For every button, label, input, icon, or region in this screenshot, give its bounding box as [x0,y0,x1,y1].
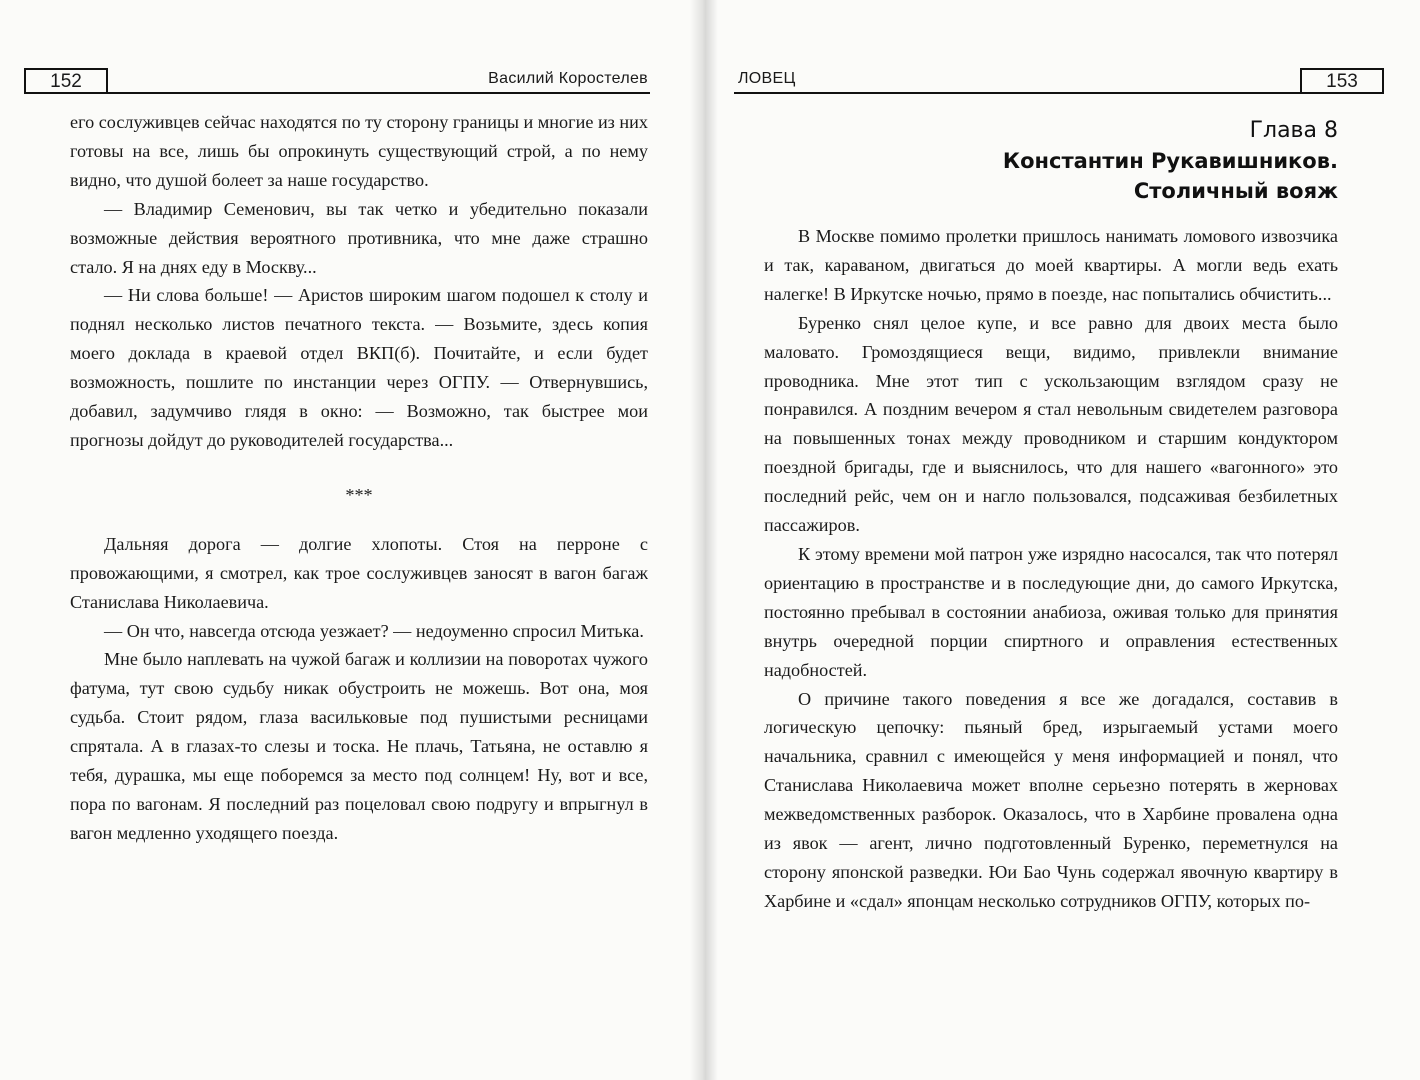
paragraph: — Ни слова больше! — Аристов широким шагом подошел к столу и поднял несколько листов печатного текста. — Возьмите, здесь копия моего доклада в краевой отдел ВКП(б). Почитайте, и если будет возможность, пошлите по инстанции через ОГПУ. — Отвернувшись, добавил, задумчиво глядя в окно: — Возможно, так быстрее мои прогнозы дойдут до руководителей государства... [70,285,648,450]
section-break: *** [345,484,373,505]
paragraph: Буренко снял целое купе, и все равно для двоих места было маловато. Громоздящиеся вещи, видимо, привлекли внимание проводника. Мне этот тип с ускользающим взглядом сразу не понравился. А поздним вечером я стал невольным свидетелем разговора на повышенных тонах между проводником и старшим кондуктором поездной бригады, где и выяснилось, что для нашего «вагонного» это последний рейс, чем он и нагло пользовался, подсаживая безбилетных пассажиров. [764,312,1338,536]
chapter-number: Глава 8 [1249,118,1338,143]
paragraph: К этому времени мой патрон уже изрядно насосался, так что потерял ориентацию в пространстве и в последующие дни, до самого Иркутска, постоянно пребывал в состоянии анабиоза, оживая только для принятия внутрь очередной порции спиртного и оправления естественных надобностей. [764,543,1338,680]
header-rule [24,92,650,94]
page-number-left: 152 [24,68,108,94]
right-page-body [764,222,1338,916]
paragraph: — Он что, навсегда отсюда уезжает? — недоуменно спросил Митька. [104,620,644,641]
running-header-left [24,66,650,94]
page-number-right: 153 [1300,68,1384,94]
paragraph: О причине такого поведения я все же догадался, составив в логическую цепочку: пьяный бред, изрыгаемый устами моего начальника, сравнил с имеющейся у меня информацией и понял, что Станислава Николаевича может вполне серьезно потерять в жерновах межведомственных разборок. Оказалось, что в Харбине провалена одна из явок — агент, лично подготовленный Буренко, переметнулся на сторону японской разведки. Юи Бао Чунь содержал явочную квартиру в Харбине и «сдал» японцам несколько сотрудников ОГПУ, которых по- [764,688,1338,911]
right-page [710,0,1420,1080]
left-page [0,0,700,1080]
running-head-author: Василий Коростелев [488,70,648,87]
paragraph: Дальняя дорога — долгие хлопоты. Стоя на перроне с провожающими, я смотрел, как трое сослуживцев заносят в вагон багаж Станислава Николаевича. [70,533,648,612]
running-header-right [734,66,1384,94]
chapter-title-line-1: Константин Рукавишников. [1002,149,1338,173]
paragraph: его сослуживцев сейчас находятся по ту сторону границы и многие из них готовы на все, лишь бы опрокинуть существующий строй, а по нему видно, что душой болеет за наше государство. [70,112,648,190]
left-page-body [70,108,648,848]
chapter-title-line-2: Столичный вояж [1133,179,1338,203]
running-head-title: ЛОВЕЦ [738,70,796,87]
paragraph: В Москве помимо пролетки пришлось нанимать ломового извозчика и так, караваном, двигаться до моей квартиры. А могли ведь ехать налегке! В Иркутске ночью, прямо в поезде, нас попытались обчистить... [764,226,1338,304]
header-rule [734,92,1384,94]
paragraph: Мне было наплевать на чужой багаж и коллизии на поворотах чужого фатума, тут свою судьбу никак обустроить не можешь. Вот она, моя судьба. Стоит рядом, глаза васильковые под пушистыми ресницами спрятала. А в глазах-то слезы и тоска. Не плачь, Татьяна, не оставлю я тебя, дурашка, мы еще поборемся за место под солнцем! Ну, вот и все, пора по вагонам. Я последний раз поцеловал свою подругу и впрыгнул в вагон медленно уходящего поезда. [70,649,648,843]
paragraph: — Владимир Семенович, вы так четко и убедительно показали возможные действия вероятного противника, что мне даже страшно стало. Я на днях еду в Москву... [70,198,648,277]
chapter-heading [1003,116,1338,206]
